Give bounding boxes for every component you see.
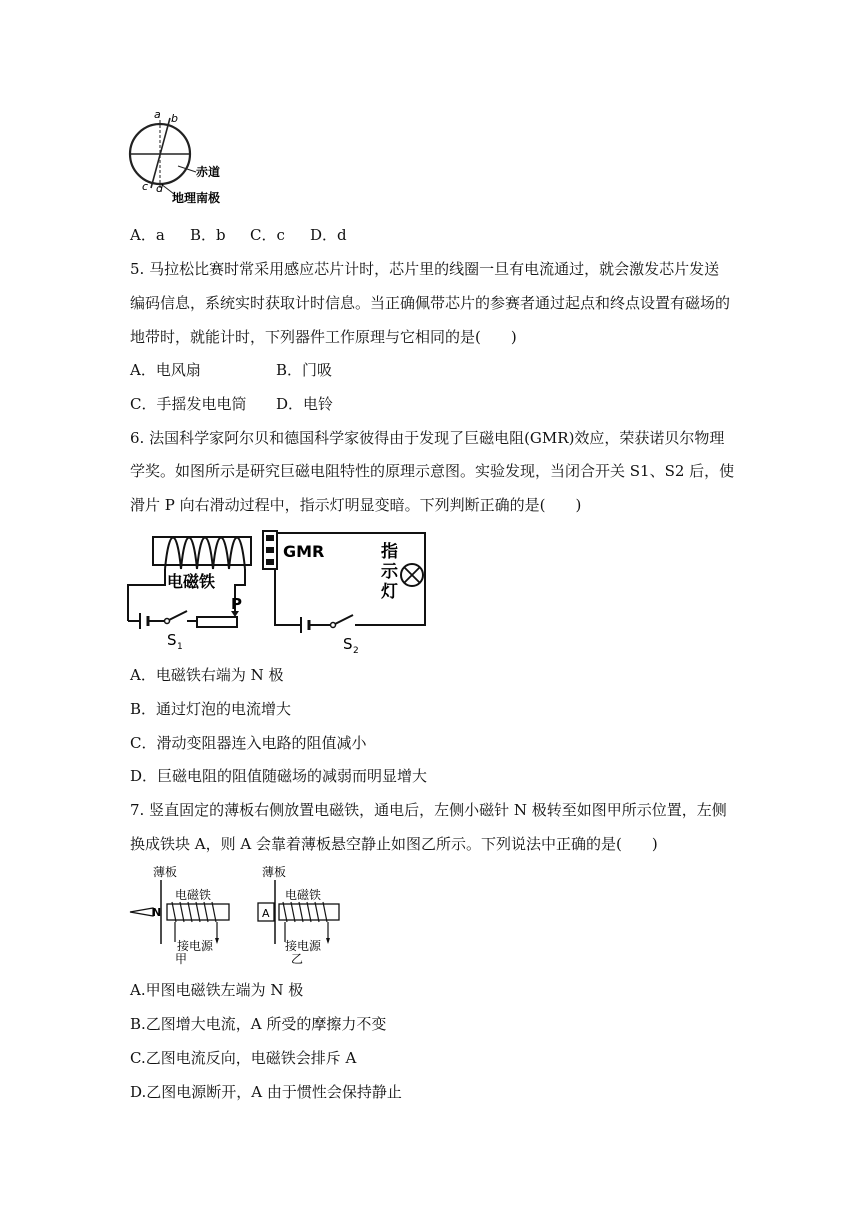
q5-option-a: A．电风扇 [130,361,201,379]
q4-option-d: D．d [310,226,347,244]
globe-label-d: d [156,182,163,195]
q5-stem-line-1: 5. 马拉松比赛时常采用感应芯片计时，芯片里的线圈一旦有电流通过，就会激发芯片发送 [130,260,720,278]
power-label-yi: 接电源 [285,939,322,953]
yi-label: 乙 [291,952,304,966]
q4-option-a: A．a [130,226,165,244]
needle-n-label: N [152,906,162,919]
q6-option-a: A．电磁铁右端为 N 极 [130,666,284,684]
q7-option-b: B.乙图增大电流，A 所受的摩擦力不变 [130,1015,387,1033]
electromagnet-label-yi: 电磁铁 [285,888,322,902]
block-a-label: A [262,907,270,920]
lamp-label-3: 灯 [381,582,398,602]
plate-label-jia: 薄板 [153,865,178,879]
q5-option-d: D．电铃 [276,395,334,413]
equator-label: 赤道 [196,165,221,179]
q7-stem-line-1: 7. 竖直固定的薄板右侧放置电磁铁，通电后，左侧小磁针 N 极转至如图甲所示位置，左侧 [130,801,727,819]
jia-label: 甲 [175,952,188,966]
q6-option-d: D．巨磁电阻的阻值随磁场的减弱而明显增大 [130,767,428,785]
q4-options [130,225,347,245]
globe-label-c: c [142,180,149,193]
power-label-jia: 接电源 [177,939,214,953]
q4-option-c: C．c [250,226,285,244]
q4-option-b: B．b [190,226,226,244]
q5-stem-line-2: 编码信息，系统实时获取计时信息。当正确佩带芯片的参赛者通过起点和终点设置有磁场的 [130,294,731,312]
plate-electromagnet-figure [125,862,350,968]
q5-options-row-1 [130,360,332,380]
q6-stem-line-3: 滑片 P 向右滑动过程中，指示灯明显变暗。下列判断正确的是( ) [130,496,582,514]
q5-option-c: C．手摇发电电筒 [130,395,247,413]
q7-option-c: C.乙图电流反向，电磁铁会排斥 A [130,1049,357,1067]
q7-stem-line-2: 换成铁块 A，则 A 会靠着薄板悬空静止如图乙所示。下列说法中正确的是( ) [130,835,658,853]
q7-option-a: A.甲图电磁铁左端为 N 极 [130,981,304,999]
switch2-subscript: 2 [353,646,359,655]
q6-stem-line-2: 学奖。如图所示是研究巨磁电阻特性的原理示意图。实验发现，当闭合开关 S1、S2 后，使 [130,462,735,480]
q5-stem-line-3: 地带时，就能计时，下列器件工作原理与它相同的是( ) [130,328,517,346]
switch2-label: S [343,635,353,653]
q5-options-row-2 [130,394,333,414]
q6-option-c: C．滑动变阻器连入电路的阻值减小 [130,734,367,752]
electromagnet-label-jia: 电磁铁 [175,888,212,902]
q5-option-b: B．门吸 [276,361,333,379]
q7-option-d: D.乙图电源断开，A 由于惯性会保持静止 [130,1083,402,1101]
south-pole-label: 地理南极 [172,191,221,205]
slider-label: P [231,595,242,613]
lamp-label-2: 示 [381,562,398,582]
q6-option-b: B．通过灯泡的电流增大 [130,700,292,718]
globe-label-a: a [154,108,161,121]
plate-label-yi: 薄板 [262,865,287,879]
globe-figure [120,108,240,208]
gmr-circuit-figure [125,525,440,655]
switch1-subscript: 1 [177,642,183,652]
switch1-label: S [167,631,177,649]
q6-stem-line-1: 6. 法国科学家阿尔贝和德国科学家彼得由于发现了巨磁电阻(GMR)效应，荣获诺贝尔物理 [130,429,725,447]
globe-label-b: b [171,112,178,125]
gmr-label: GMR [283,542,325,561]
electromagnet-label: 电磁铁 [167,572,216,591]
lamp-label-1: 指 [381,542,398,562]
